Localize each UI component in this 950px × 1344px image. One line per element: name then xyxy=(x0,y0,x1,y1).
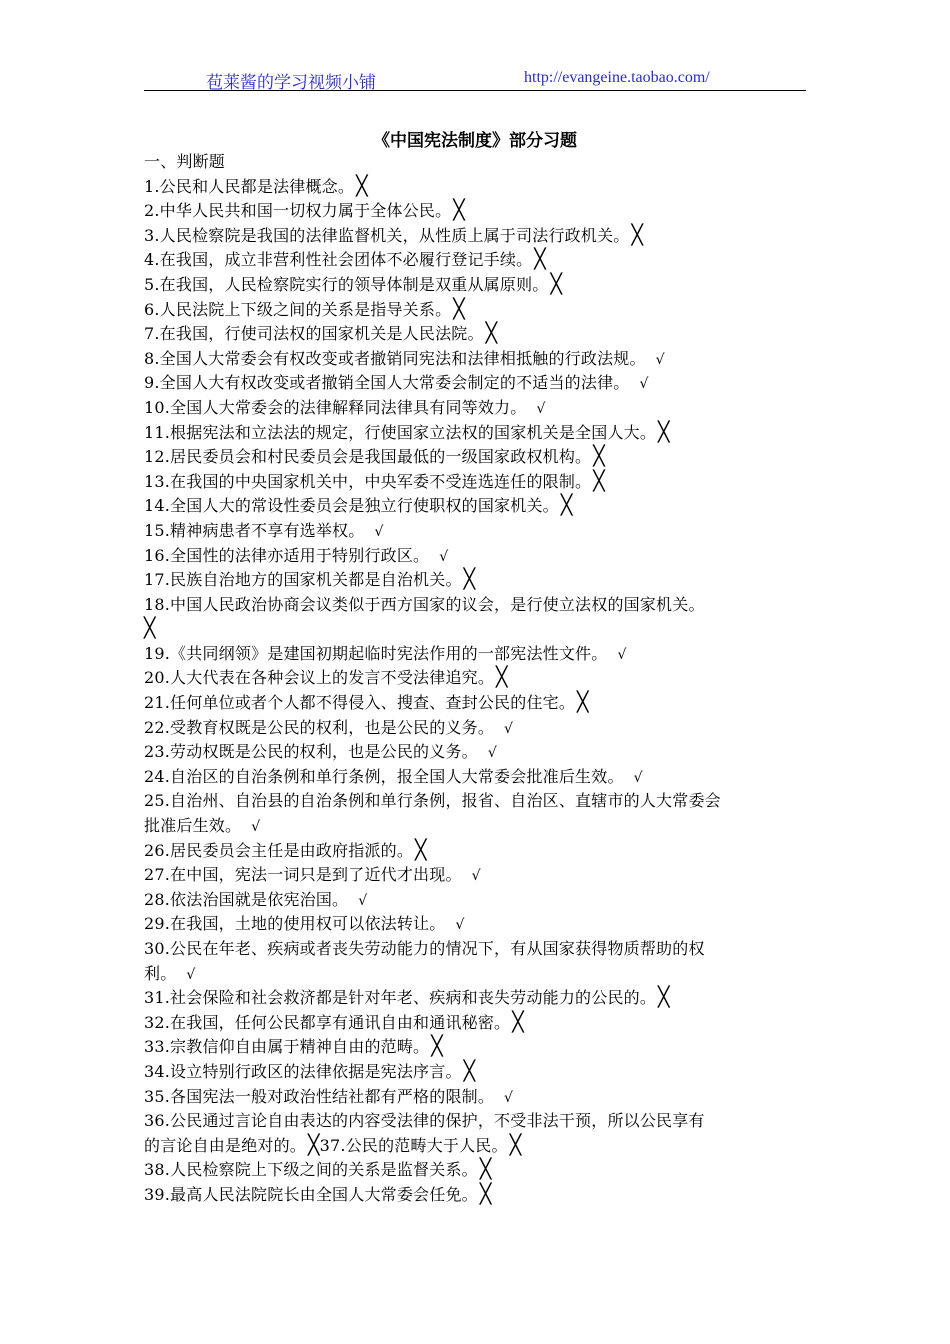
question-line xyxy=(144,519,808,544)
question-text: 23.劳动权既是公民的权利，也是公民的义务。 xyxy=(144,742,478,762)
question-text: 32.在我国，任何公民都享有通讯自由和通讯秘密。 xyxy=(144,1012,511,1032)
wrong-mark: ╳ xyxy=(658,986,670,1009)
wrong-mark: ╳ xyxy=(308,1133,320,1156)
wrong-mark: ╳ xyxy=(560,494,573,517)
wrong-mark: ╳ xyxy=(453,199,465,222)
right-mark: √ xyxy=(439,548,449,565)
question-line xyxy=(144,839,808,864)
question-text: 22.受教育权既是公民的权利，也是公民的义务。 xyxy=(144,717,495,737)
question-line xyxy=(144,1183,808,1208)
wrong-mark: ╳ xyxy=(453,297,465,320)
question-text: 利。 xyxy=(144,963,177,983)
question-text: 5.在我国，人民检察院实行的领导体制是双重从属原则。 xyxy=(144,274,549,294)
question-text: 11.根据宪法和立法法的规定，行使国家立法权的国家机关是全国人大。 xyxy=(144,422,657,442)
question-line xyxy=(144,199,808,224)
question-line xyxy=(144,863,808,888)
right-mark: √ xyxy=(455,917,465,934)
question-line xyxy=(144,445,808,470)
question-text: 39.最高人民法院院长由全国人大常委会任免。 xyxy=(144,1184,478,1204)
question-line xyxy=(144,544,808,569)
question-line xyxy=(144,1011,808,1036)
header-shop-name[interactable]: 苞莱酱的学习视频小铺 xyxy=(206,73,376,93)
right-mark: √ xyxy=(504,720,514,737)
question-text: 19.《共同纲领》是建国初期起临时宪法作用的一部宪法性文件。 xyxy=(144,643,608,663)
question-line xyxy=(144,396,808,421)
wrong-mark: ╳ xyxy=(485,322,498,345)
wrong-mark: ╳ xyxy=(593,469,605,492)
question-text: 35.各国宪法一般对政治性结社都有严格的限制。 xyxy=(144,1086,495,1106)
question-text: 26.居民委员会主任是由政府指派的。 xyxy=(144,840,414,860)
document-title: 《中国宪法制度》部分习题 xyxy=(373,131,577,151)
question-line xyxy=(144,593,808,618)
wrong-mark: ╳ xyxy=(512,1010,524,1033)
right-mark: √ xyxy=(536,400,546,417)
question-line xyxy=(144,224,808,249)
question-text: 1.公民和人民都是法律概念。 xyxy=(144,176,355,196)
wrong-mark: ╳ xyxy=(631,223,644,246)
wrong-mark: ╳ xyxy=(144,617,156,640)
question-text: 38.人民检察院上下级之间的关系是监督关系。 xyxy=(144,1160,478,1180)
wrong-mark: ╳ xyxy=(463,1059,476,1082)
right-mark: √ xyxy=(633,769,643,786)
question-line xyxy=(144,1035,808,1060)
question-line xyxy=(144,716,808,741)
question-text: 25.自治州、自治县的自治条例和单行条例，报省、自治区、直辖市的人大常委会 xyxy=(144,791,721,811)
question-text: 4.在我国，成立非营利性社会团体不必履行登记手续。 xyxy=(144,250,533,270)
question-text: 17.民族自治地方的国家机关都是自治机关。 xyxy=(144,570,462,590)
question-line xyxy=(144,175,808,200)
wrong-mark: ╳ xyxy=(509,1133,522,1156)
right-mark: √ xyxy=(655,351,665,368)
question-line xyxy=(144,1085,808,1110)
question-line xyxy=(144,298,808,323)
question-line xyxy=(144,1134,808,1159)
right-mark: √ xyxy=(639,376,649,393)
wrong-mark: ╳ xyxy=(479,1182,492,1205)
question-line xyxy=(144,814,808,839)
right-mark: √ xyxy=(251,819,261,836)
question-text: 3.人民检察院是我国的法律监督机关，从性质上属于司法行政机关。 xyxy=(144,225,630,245)
question-line xyxy=(144,1060,808,1085)
question-line xyxy=(144,617,808,642)
question-text: 21.任何单位或者个人都不得侵入、搜查、查封公民的住宅。 xyxy=(144,693,576,713)
question-text: 8.全国人大常委会有权改变或者撤销同宪法和法律相抵触的行政法规。 xyxy=(144,348,646,368)
wrong-mark: ╳ xyxy=(550,272,563,295)
header-url-link[interactable]: http://evangeine.taobao.com/ xyxy=(524,69,710,86)
question-text: 34.设立特别行政区的法律依据是宪法序言。 xyxy=(144,1061,462,1081)
wrong-mark: ╳ xyxy=(658,420,670,443)
question-text: 9.全国人大有权改变或者撤销全国人大常委会制定的不适当的法律。 xyxy=(144,373,630,393)
question-line xyxy=(144,568,808,593)
question-line xyxy=(144,740,808,765)
question-line xyxy=(144,371,808,396)
question-text: 28.依法治国就是依宪治国。 xyxy=(144,889,349,909)
question-line xyxy=(144,322,808,347)
wrong-mark: ╳ xyxy=(496,666,508,689)
question-line xyxy=(144,642,808,667)
question-line xyxy=(144,248,808,273)
wrong-mark: ╳ xyxy=(415,838,427,861)
question-text: 27.在中国，宪法一词只是到了近代才出现。 xyxy=(144,865,462,885)
right-mark: √ xyxy=(358,892,368,909)
right-mark: √ xyxy=(617,646,627,663)
question-text: 13.在我国的中央国家机关中，中央军委不受连选连任的限制。 xyxy=(144,471,592,491)
question-list xyxy=(144,150,808,1208)
question-line xyxy=(144,789,808,814)
question-line xyxy=(144,494,808,519)
question-text: 12.居民委员会和村民委员会是我国最低的一级国家政权机构。 xyxy=(144,447,592,467)
question-line xyxy=(144,1158,808,1183)
question-text: 7.在我国，行使司法权的国家机关是人民法院。 xyxy=(144,324,484,344)
question-text: 36.公民通过言论自由表达的内容受法律的保护，不受非法干预，所以公民享有 xyxy=(144,1111,705,1131)
right-mark: √ xyxy=(487,745,497,762)
question-text: 18.中国人民政治协商会议类似于西方国家的议会，是行使立法权的国家机关。 xyxy=(144,594,705,614)
question-text: 6.人民法院上下级之间的关系是指导关系。 xyxy=(144,299,452,319)
question-line xyxy=(144,691,808,716)
question-line xyxy=(144,347,808,372)
right-mark: √ xyxy=(186,966,196,983)
question-text: 37.公民的范畴大于人民。 xyxy=(319,1135,508,1155)
question-text: 14.全国人大的常设性委员会是独立行使职权的国家机关。 xyxy=(144,496,559,516)
question-text: 30.公民在年老、疾病或者丧失劳动能力的情况下，有从国家获得物质帮助的权 xyxy=(144,939,705,958)
question-line xyxy=(144,912,808,937)
wrong-mark: ╳ xyxy=(534,248,546,271)
wrong-mark: ╳ xyxy=(463,568,476,591)
question-line xyxy=(144,937,808,962)
question-line xyxy=(144,273,808,298)
question-line xyxy=(144,421,808,446)
question-text: 24.自治区的自治条例和单行条例，报全国人大常委会批准后生效。 xyxy=(144,766,624,786)
question-text: 16.全国性的法律亦适用于特别行政区。 xyxy=(144,545,430,565)
page-header xyxy=(144,66,806,91)
question-text: 29.在我国，土地的使用权可以依法转让。 xyxy=(144,914,446,934)
question-text: 33.宗教信仰自由属于精神自由的范畴。 xyxy=(144,1037,430,1057)
section-heading: 一、判断题 xyxy=(144,152,226,171)
question-text: 的言论自由是绝对的。 xyxy=(144,1135,307,1155)
question-line xyxy=(144,765,808,790)
question-line xyxy=(144,470,808,495)
wrong-mark: ╳ xyxy=(577,691,589,714)
wrong-mark: ╳ xyxy=(356,174,368,197)
question-line xyxy=(144,666,808,691)
wrong-mark: ╳ xyxy=(431,1035,443,1058)
question-text: 批准后生效。 xyxy=(144,816,242,836)
question-line xyxy=(144,986,808,1011)
question-line xyxy=(144,1109,808,1134)
question-text: 15.精神病患者不享有选举权。 xyxy=(144,520,365,540)
wrong-mark: ╳ xyxy=(479,1158,492,1181)
question-text: 20.人大代表在各种会议上的发言不受法律追究。 xyxy=(144,668,495,688)
question-line xyxy=(144,888,808,913)
question-text: 10.全国人大常委会的法律解释同法律具有同等效力。 xyxy=(144,397,527,417)
question-line xyxy=(144,962,808,987)
lines-container xyxy=(144,175,808,1208)
question-text: 2.中华人民共和国一切权力属于全体公民。 xyxy=(144,201,452,221)
right-mark: √ xyxy=(471,868,481,885)
right-mark: √ xyxy=(504,1089,514,1106)
question-text: 31.社会保险和社会救济都是针对年老、疾病和丧失劳动能力的公民的。 xyxy=(144,988,657,1008)
right-mark: √ xyxy=(374,523,384,540)
wrong-mark: ╳ xyxy=(593,445,605,468)
